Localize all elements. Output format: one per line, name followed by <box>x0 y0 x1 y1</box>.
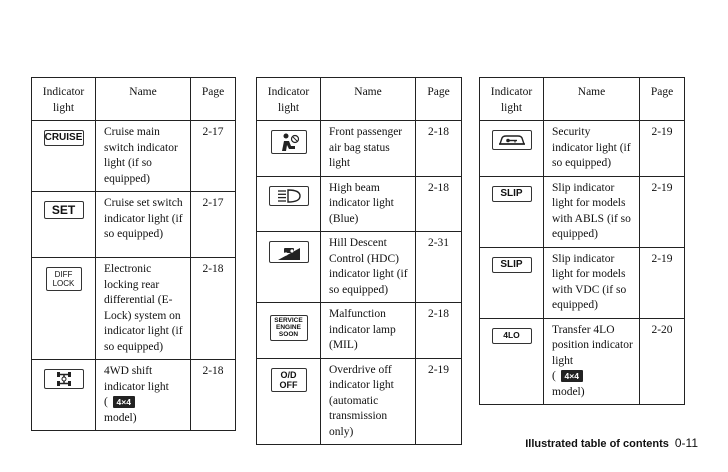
header-name: Name <box>96 78 191 121</box>
page-ref: 2-17 <box>191 121 236 192</box>
service-engine-soon-icon-line-2: ENGINE <box>276 324 301 331</box>
table-row <box>480 121 685 177</box>
footer-page-number: 0-11 <box>674 436 698 450</box>
icon-cell <box>480 176 544 247</box>
header-indicator: Indicator light <box>257 78 321 121</box>
page-ref: 2-20 <box>640 318 685 405</box>
table-row <box>32 258 236 360</box>
table-header-row <box>32 78 236 121</box>
slip-abls-icon: SLIP <box>492 186 532 202</box>
indicator-name: Electronic locking rear differential (E-Lock) system on indicator light (if so equipped) <box>96 258 191 360</box>
indicator-name: Slip indicator light for models with VDC (if so equipped) <box>544 247 640 318</box>
od-off-icon <box>271 368 307 392</box>
table-header-row <box>257 78 462 121</box>
name-paren: ( <box>552 370 556 382</box>
name-text: Transfer 4LO position indicator light <box>552 323 633 367</box>
passenger-airbag-icon <box>271 130 307 154</box>
indicator-table-2 <box>256 77 462 445</box>
page-ref: 2-18 <box>191 360 236 431</box>
od-off-icon-line-1: O/D <box>280 369 297 380</box>
icon-cell <box>257 303 321 359</box>
table-row <box>257 303 462 359</box>
indicator-name <box>96 360 191 431</box>
icon-cell <box>257 121 321 177</box>
indicator-name: Hill Descent Control (HDC) indicator light (if so equipped) <box>321 232 416 303</box>
hill-descent-icon <box>269 241 309 263</box>
indicator-name: Cruise main switch indicator light (if so equipped) <box>96 121 191 192</box>
header-name: Name <box>544 78 640 121</box>
page-ref: 2-19 <box>640 247 685 318</box>
icon-cell <box>480 247 544 318</box>
service-engine-soon-icon <box>270 315 308 341</box>
4x4-model-icon: 4×4 <box>561 370 583 382</box>
page-footer <box>525 436 698 450</box>
service-engine-soon-icon-line-3: SOON <box>278 331 299 338</box>
name-text-end: model) <box>552 385 585 398</box>
icon-cell <box>480 121 544 177</box>
indicator-name: Security indicator light (if so equipped) <box>544 121 640 177</box>
table-row <box>257 121 462 177</box>
indicator-name: Front passenger air bag status light <box>321 121 416 177</box>
name-paren: ( <box>104 396 108 408</box>
cruise-main-icon: CRUISE <box>44 130 84 146</box>
page-ref: 2-19 <box>640 121 685 177</box>
icon-cell <box>257 358 321 445</box>
header-name: Name <box>321 78 416 121</box>
table-row <box>257 176 462 232</box>
od-off-icon-line-2: OFF <box>279 379 298 390</box>
header-page: Page <box>416 78 462 121</box>
page-ref: 2-18 <box>416 176 462 232</box>
high-beam-icon <box>269 186 309 206</box>
page-ref: 2-19 <box>416 358 462 445</box>
page-ref: 2-18 <box>191 258 236 360</box>
indicator-table-3 <box>479 77 685 405</box>
diff-lock-icon-line-2: LOCK <box>52 279 75 288</box>
diff-lock-icon <box>46 267 82 291</box>
4x4-model-icon: 4×4 <box>113 396 135 408</box>
indicator-name: Overdrive off indicator light (automatic transmission only) <box>321 358 416 445</box>
footer-title: Illustrated table of contents <box>525 438 669 450</box>
icon-cell <box>257 232 321 303</box>
icon-cell <box>32 360 96 431</box>
page-ref: 2-17 <box>191 192 236 258</box>
header-page: Page <box>640 78 685 121</box>
name-text-end: model) <box>104 411 137 424</box>
table-row <box>257 358 462 445</box>
name-text: 4WD shift indicator light <box>104 365 169 393</box>
page-ref: 2-18 <box>416 303 462 359</box>
indicator-name: Cruise set switch indicator light (if so equipped) <box>96 192 191 258</box>
table-row <box>32 121 236 192</box>
indicator-name: High beam indicator light (Blue) <box>321 176 416 232</box>
indicator-table-1 <box>31 77 236 431</box>
page-ref: 2-31 <box>416 232 462 303</box>
indicator-name: Slip indicator light for models with ABLS (if so equipped) <box>544 176 640 247</box>
table-row <box>480 318 685 405</box>
icon-cell <box>480 318 544 405</box>
table-row <box>257 232 462 303</box>
transfer-4lo-icon: 4LO <box>492 328 532 344</box>
indicator-name <box>544 318 640 405</box>
page-ref: 2-19 <box>640 176 685 247</box>
icon-cell <box>32 121 96 192</box>
table-row <box>32 360 236 431</box>
icon-cell <box>32 258 96 360</box>
indicator-name: Malfunction indicator lamp (MIL) <box>321 303 416 359</box>
header-indicator: Indicator light <box>32 78 96 121</box>
security-car-key-icon <box>492 130 532 150</box>
table-row <box>480 176 685 247</box>
icon-cell <box>32 192 96 258</box>
header-indicator: Indicator light <box>480 78 544 121</box>
diff-lock-icon-line-1: DIFF <box>54 270 73 279</box>
slip-vdc-icon: SLIP <box>492 257 532 273</box>
cruise-set-icon: SET <box>44 201 84 219</box>
4wd-shift-icon <box>44 369 84 389</box>
table-header-row <box>480 78 685 121</box>
table-row <box>480 247 685 318</box>
table-row <box>32 192 236 258</box>
header-page: Page <box>191 78 236 121</box>
service-engine-soon-icon-line-1: SERVICE <box>274 317 303 324</box>
page-ref: 2-18 <box>416 121 462 177</box>
icon-cell <box>257 176 321 232</box>
